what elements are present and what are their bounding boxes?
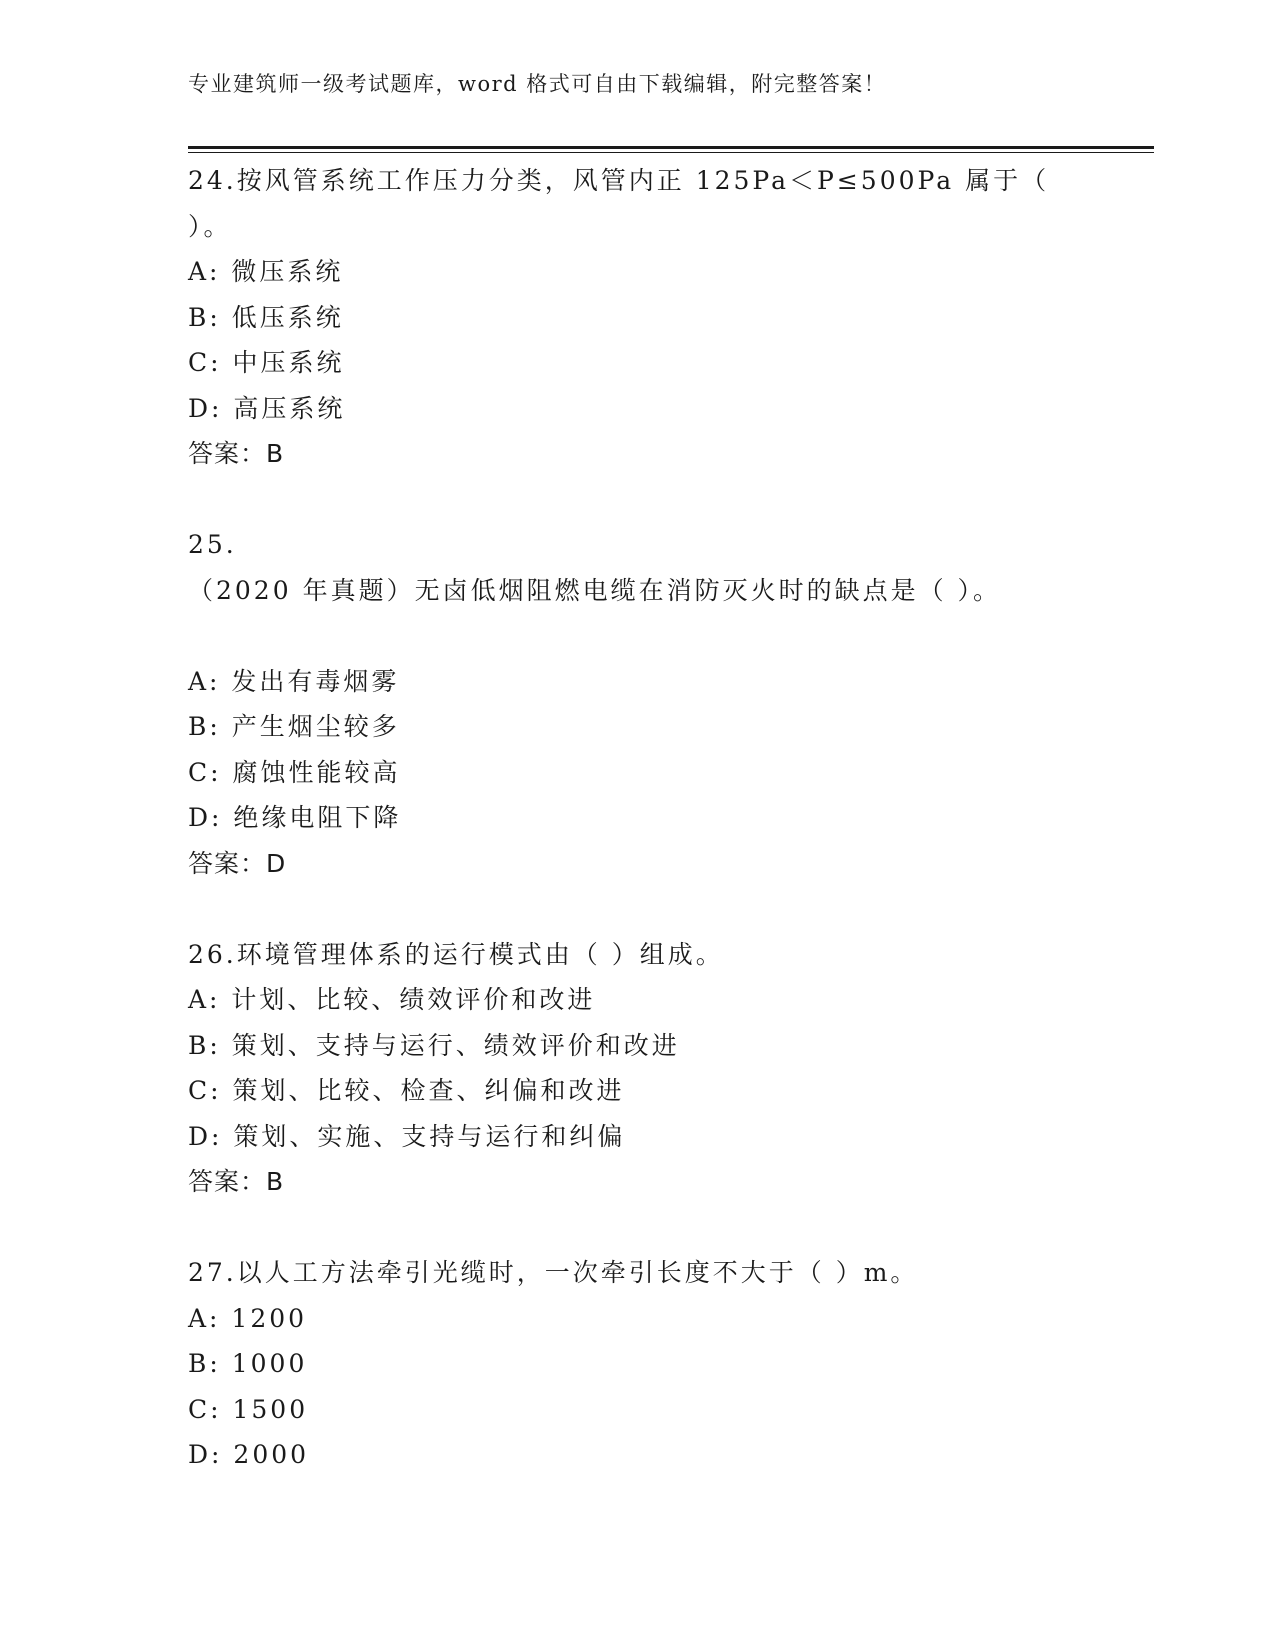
question-25 [188, 522, 1088, 886]
question-stem: （2020 年真题）无卤低烟阻燃电缆在消防灭火时的缺点是（ ）。 [188, 575, 1002, 605]
spacer [188, 886, 1088, 932]
spacer [188, 1205, 1088, 1251]
option-b: B: 低压系统 [188, 302, 344, 332]
option-a: A: 微压系统 [188, 257, 344, 286]
answer: 答案：D [188, 848, 287, 878]
option-d: D: 2000 [188, 1440, 310, 1469]
spacer [188, 477, 1088, 523]
question-stem: 27.以人工方法牵引光缆时，一次牵引长度不大于（ ）m。 [188, 1258, 919, 1287]
question-24 [188, 158, 1088, 477]
question-stem: 24.按风管系统工作压力分类，风管内正 125Pa＜P≤500Pa 属于（ [188, 166, 1050, 195]
option-a: A: 计划、比较、绩效评价和改进 [188, 985, 596, 1014]
option-c: C: 策划、比较、检查、纠偏和改进 [188, 1076, 625, 1105]
option-c: C: 1500 [188, 1394, 309, 1424]
question-stem-continued: ）。 [188, 211, 232, 241]
page-header: 专业建筑师一级考试题库，word 格式可自由下载编辑，附完整答案！ [188, 72, 887, 96]
option-b: B: 策划、支持与运行、绩效评价和改进 [188, 1030, 680, 1060]
question-stem: 26.环境管理体系的运行模式由（ ）组成。 [188, 939, 724, 969]
option-d: D: 绝缘电阻下降 [188, 803, 402, 832]
option-a: A: 发出有毒烟雾 [188, 666, 400, 696]
answer: 答案：B [188, 1167, 285, 1196]
spacer [188, 613, 1088, 659]
option-c: C: 腐蚀性能较高 [188, 757, 401, 787]
option-c: C: 中压系统 [188, 348, 345, 377]
question-list [188, 158, 1088, 1478]
option-d: D: 策划、实施、支持与运行和纠偏 [188, 1121, 626, 1151]
option-b: B: 1000 [188, 1349, 308, 1378]
option-d: D: 高压系统 [188, 393, 346, 423]
option-b: B: 产生烟尘较多 [188, 712, 400, 741]
header-rule-thin [188, 152, 1154, 153]
answer: 答案：B [188, 439, 285, 468]
question-number: 25. [188, 530, 237, 559]
question-27 [188, 1250, 1088, 1478]
option-a: A: 1200 [188, 1303, 308, 1333]
question-26 [188, 932, 1088, 1205]
header-rule-thick [188, 146, 1154, 149]
